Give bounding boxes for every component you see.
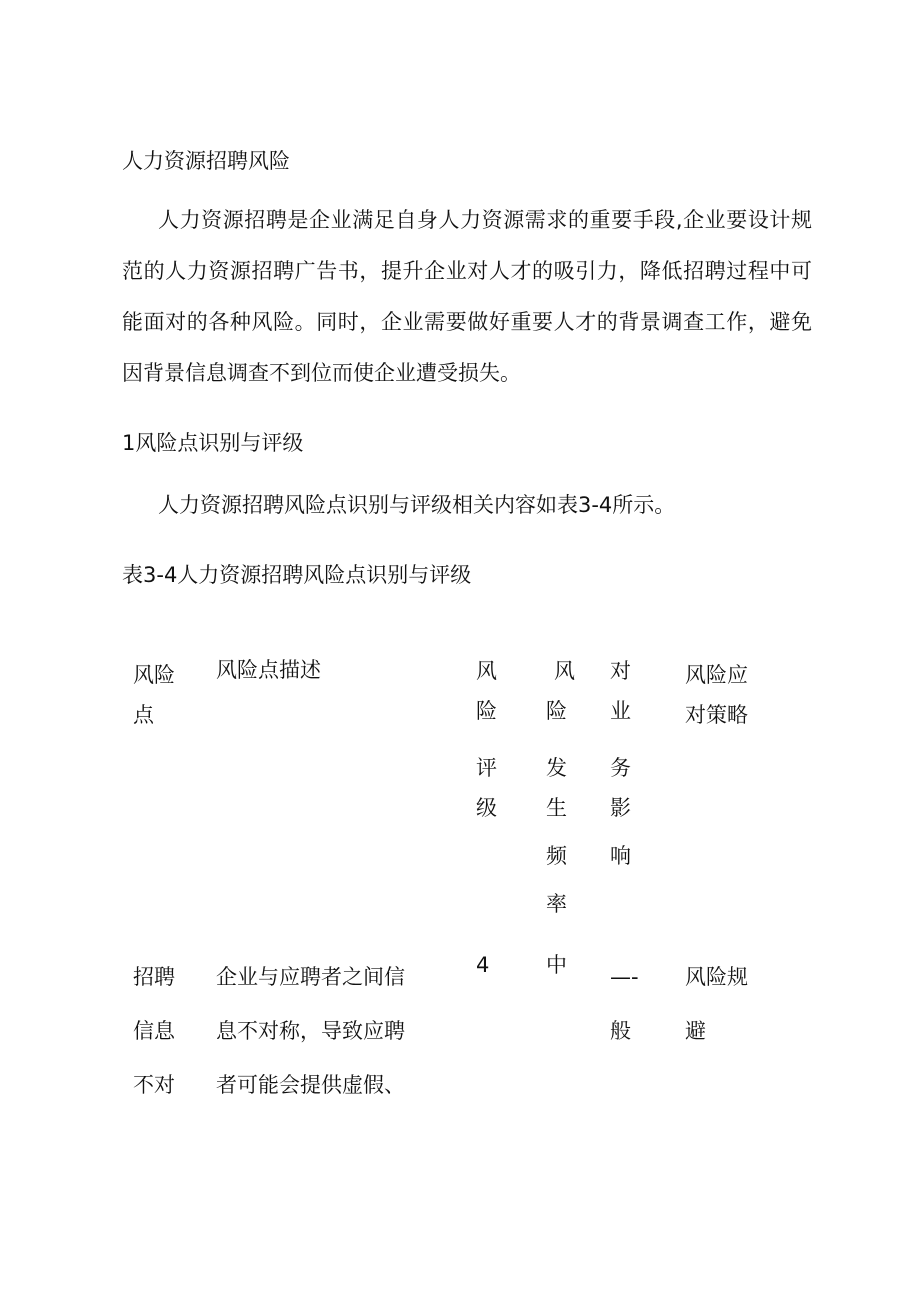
header-strategy xyxy=(685,655,748,735)
cell-text-line: 风险规 xyxy=(685,965,748,989)
header-text-line: 风险 xyxy=(133,663,175,687)
header-text-line: 生 xyxy=(546,796,567,820)
header-text-line: 评 xyxy=(476,756,497,780)
header-text-line: 对策略 xyxy=(685,703,748,727)
section-heading: 1风险点识别与评级 xyxy=(122,431,304,455)
row-impact xyxy=(610,950,639,1058)
header-description: 风险点描述 xyxy=(216,658,321,682)
cell-text-line: 息不对称，导致应聘 xyxy=(216,1019,405,1043)
header-text-line: 险 xyxy=(476,699,497,723)
row-description xyxy=(216,950,405,1112)
section-paragraph: 人力资源招聘风险点识别与评级相关内容如表3-4所示。 xyxy=(158,493,676,517)
cell-text-line: 招聘 xyxy=(133,965,175,989)
cell-text-line: 信息 xyxy=(133,1019,175,1043)
row-rating: 4 xyxy=(476,953,490,977)
header-text-line: 风 xyxy=(476,659,497,683)
header-text-line: 响 xyxy=(610,844,631,868)
header-text-line: 险 xyxy=(546,699,567,723)
row-risk-point xyxy=(133,950,175,1112)
intro-paragraph: 人力资源招聘是企业满足自身人力资源需求的重要手段,企业要设计规范的人力资源招聘广告书，提升企业对人才的吸引力，降低招聘过程中可能面对的各种风险。同时，企业需要做好重要人才的背景调查工作，避免因背景信息调查不到位而使企业遭受损失。 xyxy=(122,208,812,385)
header-text-line: 风险应 xyxy=(685,663,748,687)
row-frequency: 中 xyxy=(546,953,567,977)
header-text-line: 发 xyxy=(546,756,567,780)
cell-text-line: 者可能会提供虚假、 xyxy=(216,1073,405,1097)
cell-text-line: —- xyxy=(610,965,639,989)
header-text-line: 影 xyxy=(610,796,631,820)
cell-text-line: 般 xyxy=(610,1019,631,1043)
header-risk-point xyxy=(133,655,175,735)
document-title: 人力资源招聘风险 xyxy=(122,149,290,173)
header-text-line: 对 xyxy=(610,659,631,683)
header-text-line: 务 xyxy=(610,756,631,780)
cell-text-line: 企业与应聘者之间信 xyxy=(216,965,405,989)
header-text-line: 率 xyxy=(546,892,567,916)
header-text-line: 级 xyxy=(476,796,497,820)
cell-text-line: 避 xyxy=(685,1019,706,1043)
header-text-line: 业 xyxy=(610,699,631,723)
table-caption: 表3-4人力资源招聘风险点识别与评级 xyxy=(122,563,472,587)
header-text-line: 点 xyxy=(133,703,154,727)
cell-text-line: 不对 xyxy=(133,1073,175,1097)
header-text-line: 频 xyxy=(546,844,567,868)
row-strategy xyxy=(685,950,748,1058)
header-text-line: 风 xyxy=(554,659,575,683)
